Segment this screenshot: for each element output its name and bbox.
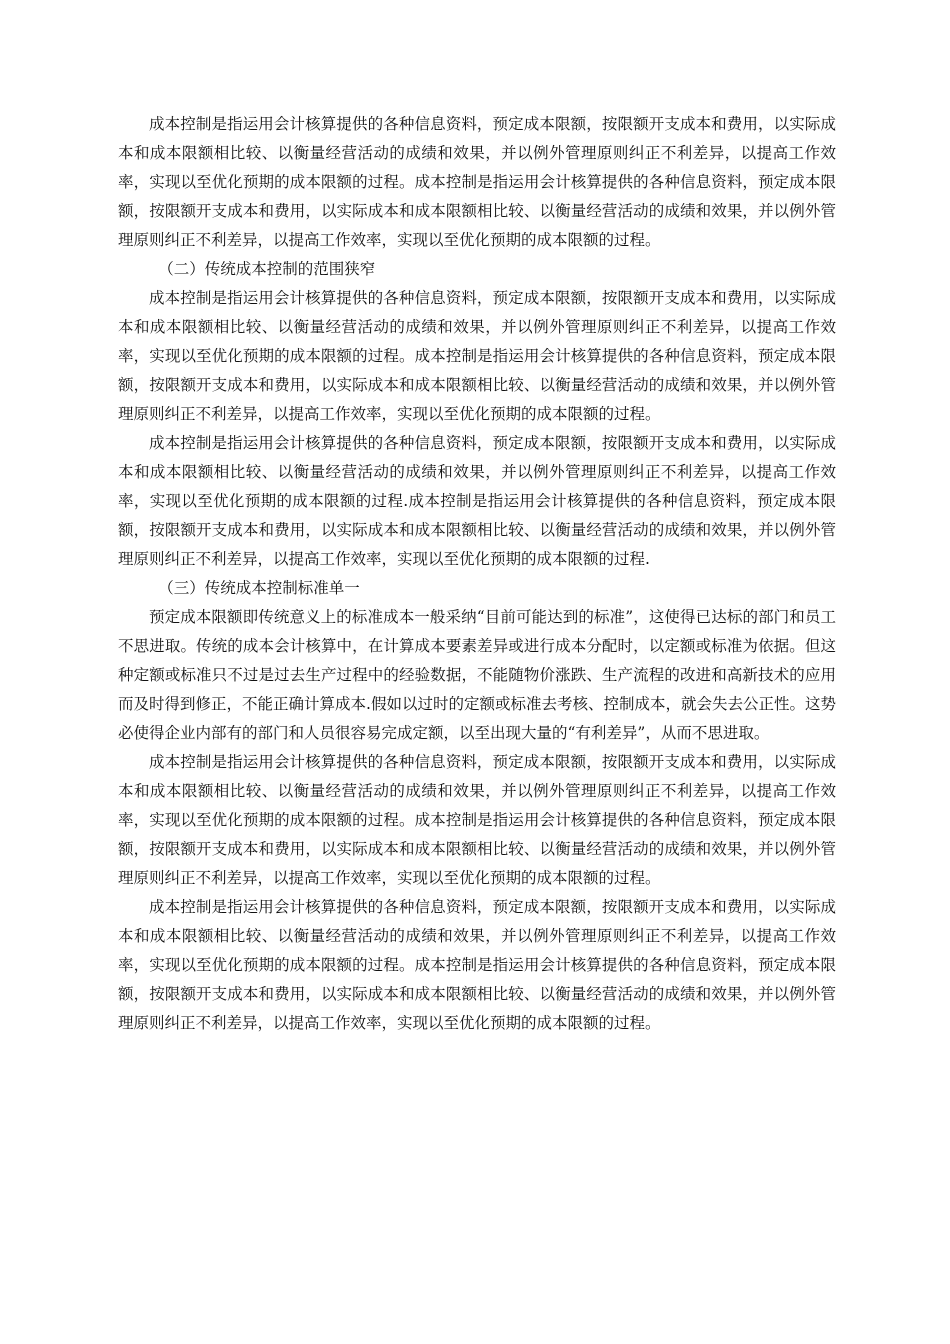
body-paragraph: 预定成本限额即传统意义上的标准成本一般采纳“目前可能达到的标准”，这使得已达标的部门和员工不思进取。传统的成本会计核算中，在计算成本要素差异或进行成本分配时，以定额或标准为依据。但这种定额或标准只不过是过去生产过程中的经验数据，不能随物价涨跌、生产流程的改进和高新技术的应用而及时得到修正，不能正确计算成本.假如以过时的定额或标准去考核、控制成本，就会失去公正性。这势必使得企业内部有的部门和人员很容易完成定额，以至出现大量的“有利差异”，从而不思进取。 <box>118 608 836 742</box>
section-heading-3: （三）传统成本控制标准单一 <box>158 579 360 597</box>
body-paragraph: 成本控制是指运用会计核算提供的各种信息资料，预定成本限额，按限额开支成本和费用，以实际成本和成本限额相比较、以衡量经营活动的成绩和效果，并以例外管理原则纠正不利差异，以提高工作效率，实现以至优化预期的成本限额的过程。成本控制是指运用会计核算提供的各种信息资料，预定成本限额，按限额开支成本和费用，以实际成本和成本限额相比较、以衡量经营活动的成绩和效果，并以例外管理原则纠正不利差异，以提高工作效率，实现以至优化预期的成本限额的过程。 <box>118 898 836 1032</box>
body-paragraph: 成本控制是指运用会计核算提供的各种信息资料，预定成本限额，按限额开支成本和费用，以实际成本和成本限额相比较、以衡量经营活动的成绩和效果，并以例外管理原则纠正不利差异，以提高工作效率，实现以至优化预期的成本限额的过程.成本控制是指运用会计核算提供的各种信息资料，预定成本限额，按限额开支成本和费用，以实际成本和成本限额相比较、以衡量经营活动的成绩和效果，并以例外管理原则纠正不利差异，以提高工作效率，实现以至优化预期的成本限额的过程. <box>118 434 836 568</box>
document-page <box>118 110 836 1038</box>
body-paragraph: 成本控制是指运用会计核算提供的各种信息资料，预定成本限额，按限额开支成本和费用，以实际成本和成本限额相比较、以衡量经营活动的成绩和效果，并以例外管理原则纠正不利差异，以提高工作效率，实现以至优化预期的成本限额的过程。成本控制是指运用会计核算提供的各种信息资料，预定成本限额，按限额开支成本和费用，以实际成本和成本限额相比较、以衡量经营活动的成绩和效果，并以例外管理原则纠正不利差异，以提高工作效率，实现以至优化预期的成本限额的过程。 <box>118 753 836 887</box>
body-paragraph: 成本控制是指运用会计核算提供的各种信息资料，预定成本限额，按限额开支成本和费用，以实际成本和成本限额相比较、以衡量经营活动的成绩和效果，并以例外管理原则纠正不利差异，以提高工作效率，实现以至优化预期的成本限额的过程。成本控制是指运用会计核算提供的各种信息资料，预定成本限额，按限额开支成本和费用，以实际成本和成本限额相比较、以衡量经营活动的成绩和效果，并以例外管理原则纠正不利差异，以提高工作效率，实现以至优化预期的成本限额的过程。 <box>118 115 836 249</box>
body-paragraph: 成本控制是指运用会计核算提供的各种信息资料，预定成本限额，按限额开支成本和费用，以实际成本和成本限额相比较、以衡量经营活动的成绩和效果，并以例外管理原则纠正不利差异，以提高工作效率，实现以至优化预期的成本限额的过程。成本控制是指运用会计核算提供的各种信息资料，预定成本限额，按限额开支成本和费用，以实际成本和成本限额相比较、以衡量经营活动的成绩和效果，并以例外管理原则纠正不利差异，以提高工作效率，实现以至优化预期的成本限额的过程。 <box>118 289 836 423</box>
section-heading-2: （二）传统成本控制的范围狭窄 <box>158 260 376 278</box>
